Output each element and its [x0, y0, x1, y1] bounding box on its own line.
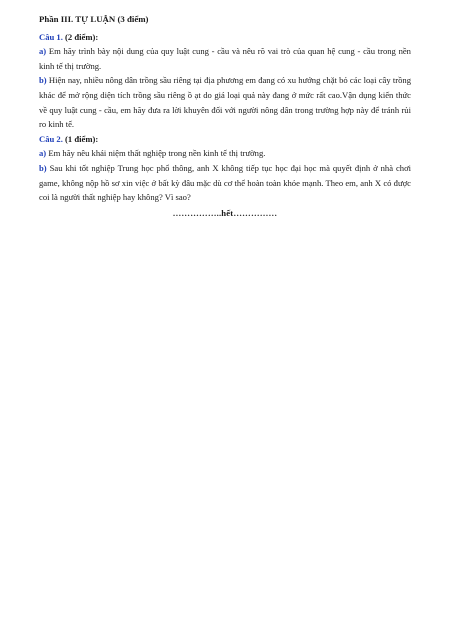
question-2-part-b-label: b) [39, 162, 47, 173]
question-2 [39, 132, 411, 205]
question-2-heading [39, 132, 411, 147]
question-1-part-a [39, 44, 411, 73]
question-2-label: Câu 2. [39, 133, 63, 144]
end-marker: ……………..hết…………… [172, 207, 278, 218]
question-2-part-b [39, 161, 411, 205]
question-2-points: (1 điểm): [65, 133, 99, 144]
question-2-part-a-label: a) [39, 148, 47, 159]
exam-page [39, 12, 411, 229]
question-1 [39, 30, 411, 132]
question-1-heading [39, 30, 411, 45]
question-1-points: (2 điểm): [65, 31, 99, 42]
question-2-part-b-text: Sau khi tốt nghiệp Trung học phổ thông, anh X không tiếp tục học đại học mà quyết định ở nhà chơi game, không nộp hồ sơ xin việc ở bất kỳ đâu mặc dù cơ thể hoàn toàn khỏe mạnh. Theo em, anh X có được coi là người thất nghiệp hay không? Vì sao? [39, 162, 411, 203]
section-title: Phần III. TỰ LUẬN (3 điểm) [39, 14, 149, 24]
question-2-part-a-text: Em hãy nêu khái niệm thất nghiệp trong nền kinh tế thị trường. [48, 148, 266, 159]
question-1-part-a-label: a) [39, 46, 47, 57]
question-1-part-b-label: b) [39, 75, 47, 86]
question-1-label: Câu 1. [39, 31, 63, 42]
question-1-part-b [39, 73, 411, 131]
question-2-part-a [39, 146, 411, 161]
question-1-part-a-text: Em hãy trình bày nội dung của quy luật cung - cầu và nêu rõ vai trò của quan hệ cung - cầu trong nền kinh tế thị trường. [39, 46, 411, 71]
question-1-part-b-text: Hiện nay, nhiều nông dân trồng sầu riêng tại địa phương em đang có xu hướng chặt bỏ các loại cây trồng khác để mở rộng diện tích trồng sầu riêng ồ ạt do giá loại quả này đang ở mức rất cao.Vận dụng kiến thức về quy luật cung - cầu, em hãy đưa ra lời khuyên đối với người nông dân trong trường hợp này để tránh rủi ro kinh tế. [39, 75, 411, 130]
